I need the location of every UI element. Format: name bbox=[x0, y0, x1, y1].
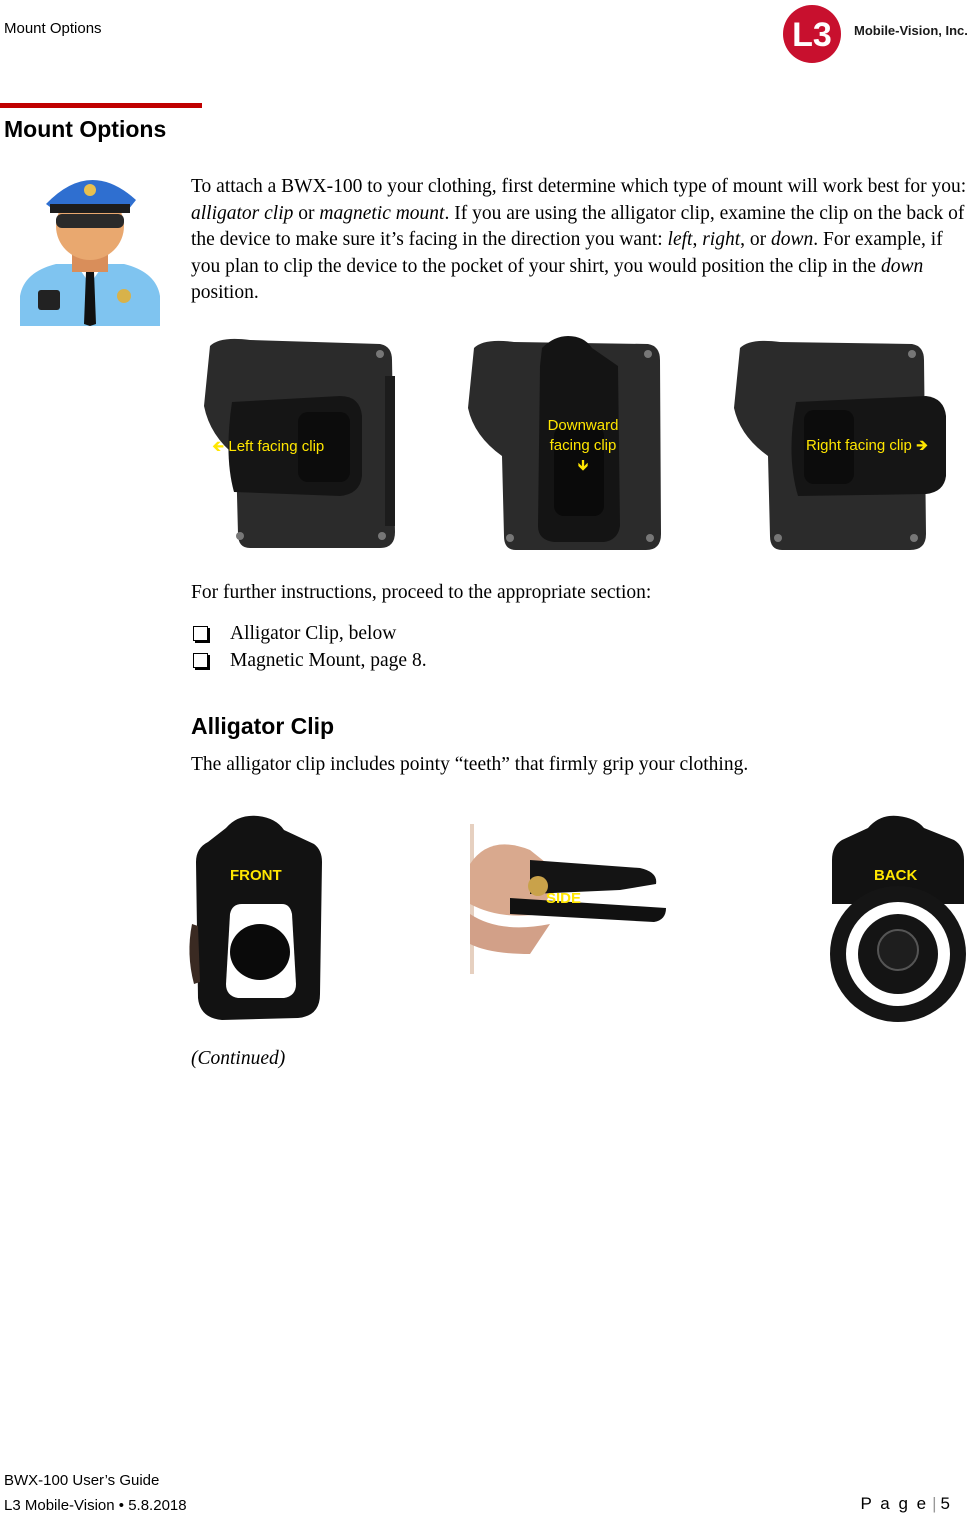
device-photos bbox=[190, 336, 976, 552]
officer-icon bbox=[16, 164, 164, 326]
list-item bbox=[191, 620, 427, 647]
alligator-clip-description: The alligator clip includes pointy “teeth” that firmly grip your clothing. bbox=[191, 754, 749, 775]
checkbox-icon bbox=[193, 653, 208, 668]
section-heading-alligator-clip: Alligator Clip bbox=[191, 713, 335, 739]
continued-note: (Continued) bbox=[191, 1048, 286, 1069]
section-list bbox=[191, 620, 427, 674]
further-instructions: For further instructions, proceed to the appropriate section: bbox=[191, 582, 652, 603]
clip-front-image bbox=[186, 814, 326, 1026]
running-header: Mount Options bbox=[4, 20, 102, 37]
page-title: Mount Options bbox=[4, 116, 167, 142]
footer-guide-title: BWX-100 User’s Guide bbox=[4, 1472, 160, 1489]
front-label: FRONT bbox=[230, 867, 282, 884]
list-item-magnetic-mount: Magnetic Mount, page 8. bbox=[230, 650, 427, 671]
svg-text:L3: L3 bbox=[792, 16, 832, 54]
right-facing-clip-label: Right facing clip 🡺 bbox=[806, 437, 929, 454]
title-rule bbox=[0, 103, 202, 108]
footer-company-date: L3 Mobile-Vision • 5.8.2018 bbox=[4, 1497, 187, 1514]
left-facing-clip-label: 🡸 Left facing clip bbox=[212, 438, 325, 455]
list-item bbox=[191, 647, 427, 674]
company-logo bbox=[778, 4, 974, 64]
back-label: BACK bbox=[874, 867, 918, 884]
list-item-alligator-clip: Alligator Clip, below bbox=[230, 623, 397, 644]
downward-facing-clip-label: Downward facing clip 🡻 bbox=[547, 417, 619, 474]
clip-back-image bbox=[822, 814, 974, 1024]
l3-logo-icon bbox=[778, 4, 848, 64]
logo-text: Mobile-Vision, Inc. bbox=[854, 23, 968, 38]
side-label: SIDE bbox=[546, 890, 582, 907]
checkbox-icon bbox=[193, 626, 208, 641]
page-number: P a g e | 5 bbox=[860, 1494, 952, 1513]
intro-paragraph: To attach a BWX-100 to your clothing, first determine which type of mount will work best for you: alligator clip or magnetic mount. If you are using the alligator clip, examine the clip on the back of the device to make sure it’s facing in the direction you want: left, right, or down. For example, if you plan to clip the device to the pocket of your shirt, you would position the clip in the down position. bbox=[191, 176, 967, 303]
